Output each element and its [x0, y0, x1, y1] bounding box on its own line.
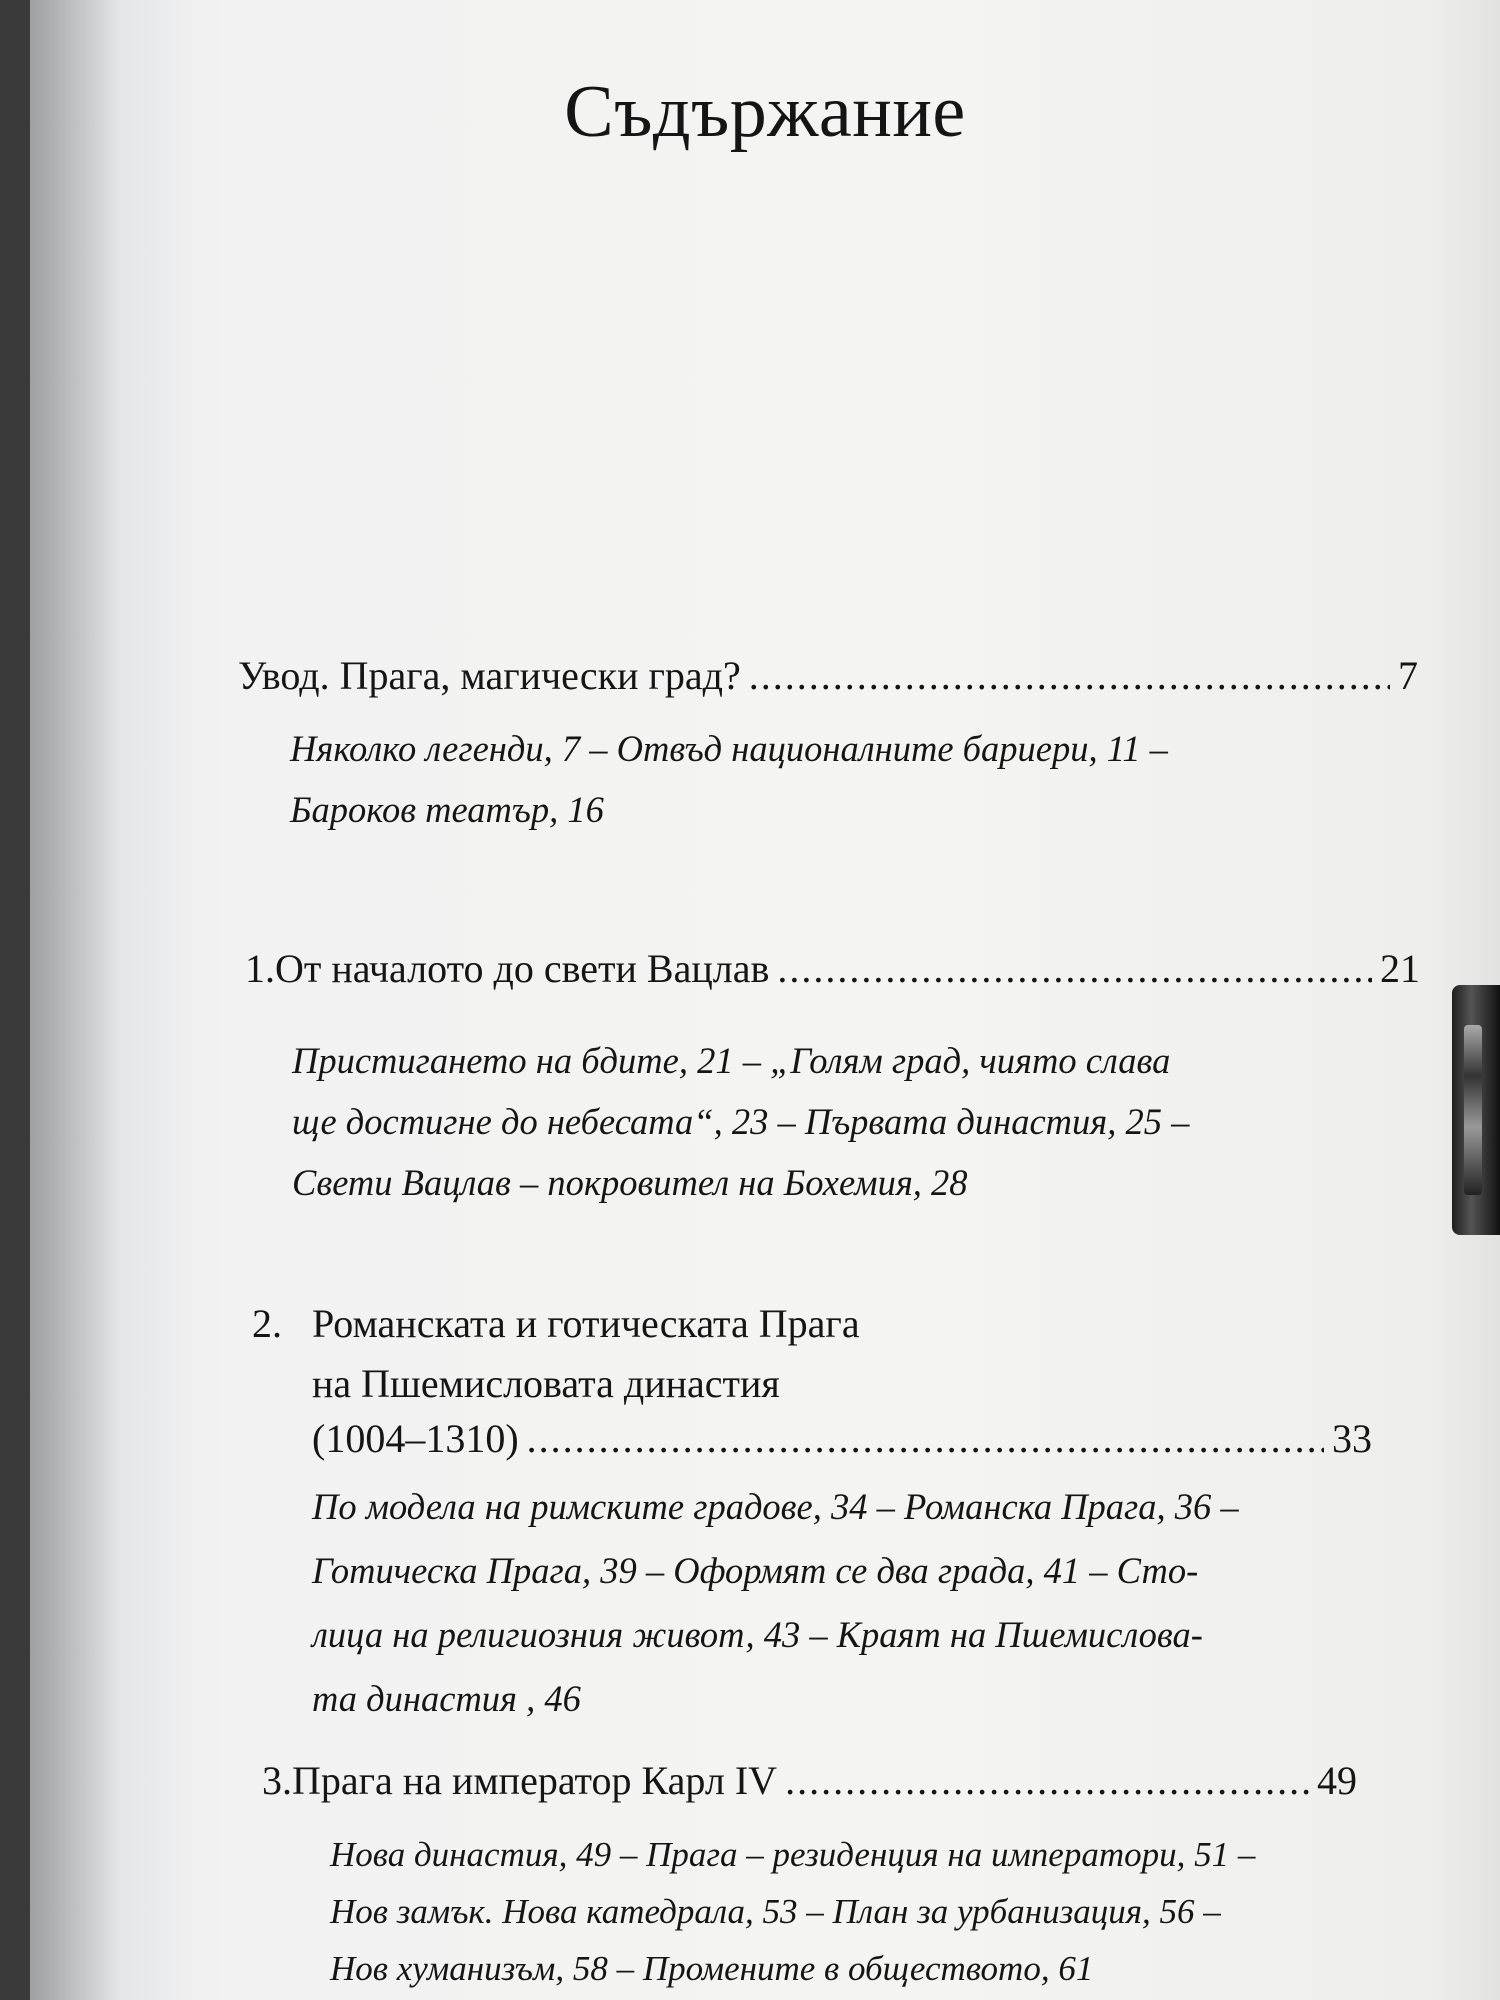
toc-subtopics: [292, 1030, 1189, 1213]
toc-entry-chapter-1: [245, 945, 1420, 992]
toc-subtopic-line: та династия , 46: [312, 1678, 581, 1719]
toc-subtopic-line: Нов замък. Нова катедрала, 53 – План за урбанизация, 56 –: [330, 1892, 1221, 1931]
toc-leader-dots: [777, 945, 1372, 992]
page-title: Съдържание: [564, 71, 966, 153]
toc-entry-chapter-3: [262, 1757, 1357, 1804]
toc-subtopic-line: Бароков театър, 16: [290, 789, 604, 830]
toc-subtopic-line: Нов хуманизъм, 58 – Промените в обществото, 61: [330, 1949, 1094, 1988]
toc-subtopics: [312, 1475, 1239, 1731]
toc-page-number: 21: [1380, 946, 1420, 991]
toc-subtopic-line: лица на религиозния живот, 43 – Краят на Пшемислова-: [312, 1614, 1203, 1655]
toc-subtopics: [290, 718, 1168, 840]
toc-subtopic-line: Нова династия, 49 – Прага – резиденция на императори, 51 –: [330, 1835, 1256, 1874]
toc-chapter-number: 3.: [262, 1758, 292, 1803]
toc-chapter-number: 2.: [252, 1301, 282, 1346]
toc-heading: От началото до свети Вацлав: [275, 946, 770, 991]
toc-heading-continuation: [312, 1415, 1372, 1462]
toc-subtopic-line: Свети Вацлав – покровител на Бохемия, 28: [292, 1162, 968, 1203]
toc-heading-continuation: [312, 1360, 780, 1407]
toc-subtopic-line: Готическа Прага, 39 – Оформят се два града, 41 – Сто-: [312, 1550, 1199, 1591]
toc-subtopic-line: По модела на римските градове, 34 – Романска Прага, 36 –: [312, 1486, 1239, 1527]
book-page: [30, 0, 1500, 2000]
toc-subtopics: [330, 1826, 1255, 1997]
toc-subtopic-line: Няколко легенди, 7 – Отвъд националните бариери, 11 –: [290, 728, 1168, 769]
toc-content: [30, 0, 1500, 2000]
toc-heading: (1004–1310): [312, 1416, 519, 1461]
toc-leader-dots: [785, 1757, 1309, 1804]
toc-page-number: 49: [1317, 1758, 1357, 1803]
toc-entry-intro: [238, 652, 1418, 699]
toc-chapter-number: 1.: [245, 946, 275, 991]
toc-heading-line: Романската и готическата Прага: [312, 1301, 860, 1346]
toc-subtopic-line: Пристигането на бдите, 21 – „Голям град, чиято слава: [292, 1040, 1171, 1081]
toc-heading: Увод. Прага, магически град?: [238, 653, 741, 698]
toc-page-number: 7: [1398, 653, 1418, 698]
toc-leader-dots: [527, 1415, 1324, 1462]
toc-heading: Прага на император Карл IV: [292, 1758, 778, 1803]
toc-entry-chapter-2: [252, 1300, 860, 1347]
toc-page-number: 33: [1332, 1416, 1372, 1461]
toc-leader-dots: [749, 652, 1390, 699]
toc-subtopic-line: ще достигне до небесата“, 23 – Първата династия, 25 –: [292, 1101, 1190, 1142]
toc-heading-line: на Пшемисловата династия: [312, 1361, 780, 1406]
